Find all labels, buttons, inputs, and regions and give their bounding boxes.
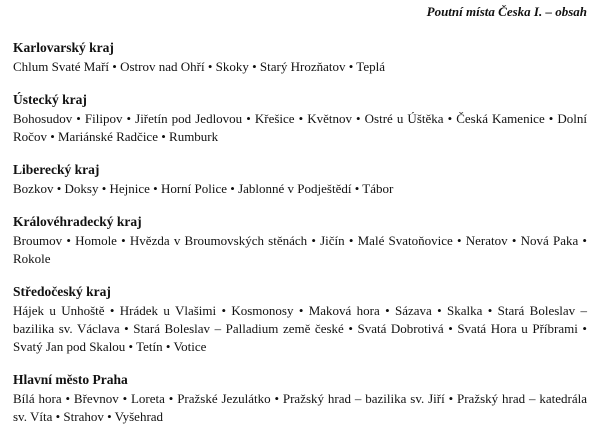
- region-karlovarsky: [13, 40, 587, 76]
- region-title: Středočeský kraj: [13, 284, 111, 299]
- region-title: Hlavní město Praha: [13, 372, 128, 387]
- region-places: Bílá hora • Břevnov • Loreta • Pražské Jezulátko • Pražský hrad – bazilika sv. Jiří • Pražský hrad – katedrála sv. Víta • Strahov • Vyšehrad: [13, 391, 587, 424]
- region-title: Královéhradecký kraj: [13, 214, 142, 229]
- region-stredocesky: [13, 284, 587, 356]
- region-places: Bozkov • Doksy • Hejnice • Horní Police • Jablonné v Podještědí • Tábor: [13, 181, 394, 196]
- region-places: Hájek u Unhoště • Hrádek u Vlašimi • Kosmonosy • Maková hora • Sázava • Skalka • Stará Boleslav – bazilika sv. Václava • Stará Boleslav – Palladium země české • Svatá Dobrotivá • Svatá Hora u Příbrami • Svatý Jan pod Skalou • Tetín • Votice: [13, 303, 587, 354]
- region-title: Karlovarský kraj: [13, 40, 114, 55]
- region-ustecky: [13, 92, 587, 146]
- region-places: Broumov • Homole • Hvězda v Broumovských stěnách • Jičín • Malé Svatoňovice • Neratov • Nová Paka • Rokole: [13, 233, 587, 266]
- running-header: Poutní místa Česka I. – obsah: [426, 4, 587, 19]
- region-kralovehradecky: [13, 214, 587, 268]
- region-places: Bohosudov • Filipov • Jiřetín pod Jedlovou • Křešice • Květnov • Ostré u Úštěka • Česká Kamenice • Dolní Ročov • Mariánské Radčice • Rumburk: [13, 111, 587, 144]
- region-title: Ústecký kraj: [13, 92, 87, 107]
- region-praha: [13, 372, 587, 426]
- region-title: Liberecký kraj: [13, 162, 100, 177]
- document-page: [13, 0, 587, 442]
- region-liberecky: [13, 162, 587, 198]
- region-places: Chlum Svaté Maří • Ostrov nad Ohří • Skoky • Starý Hrozňatov • Teplá: [13, 59, 385, 74]
